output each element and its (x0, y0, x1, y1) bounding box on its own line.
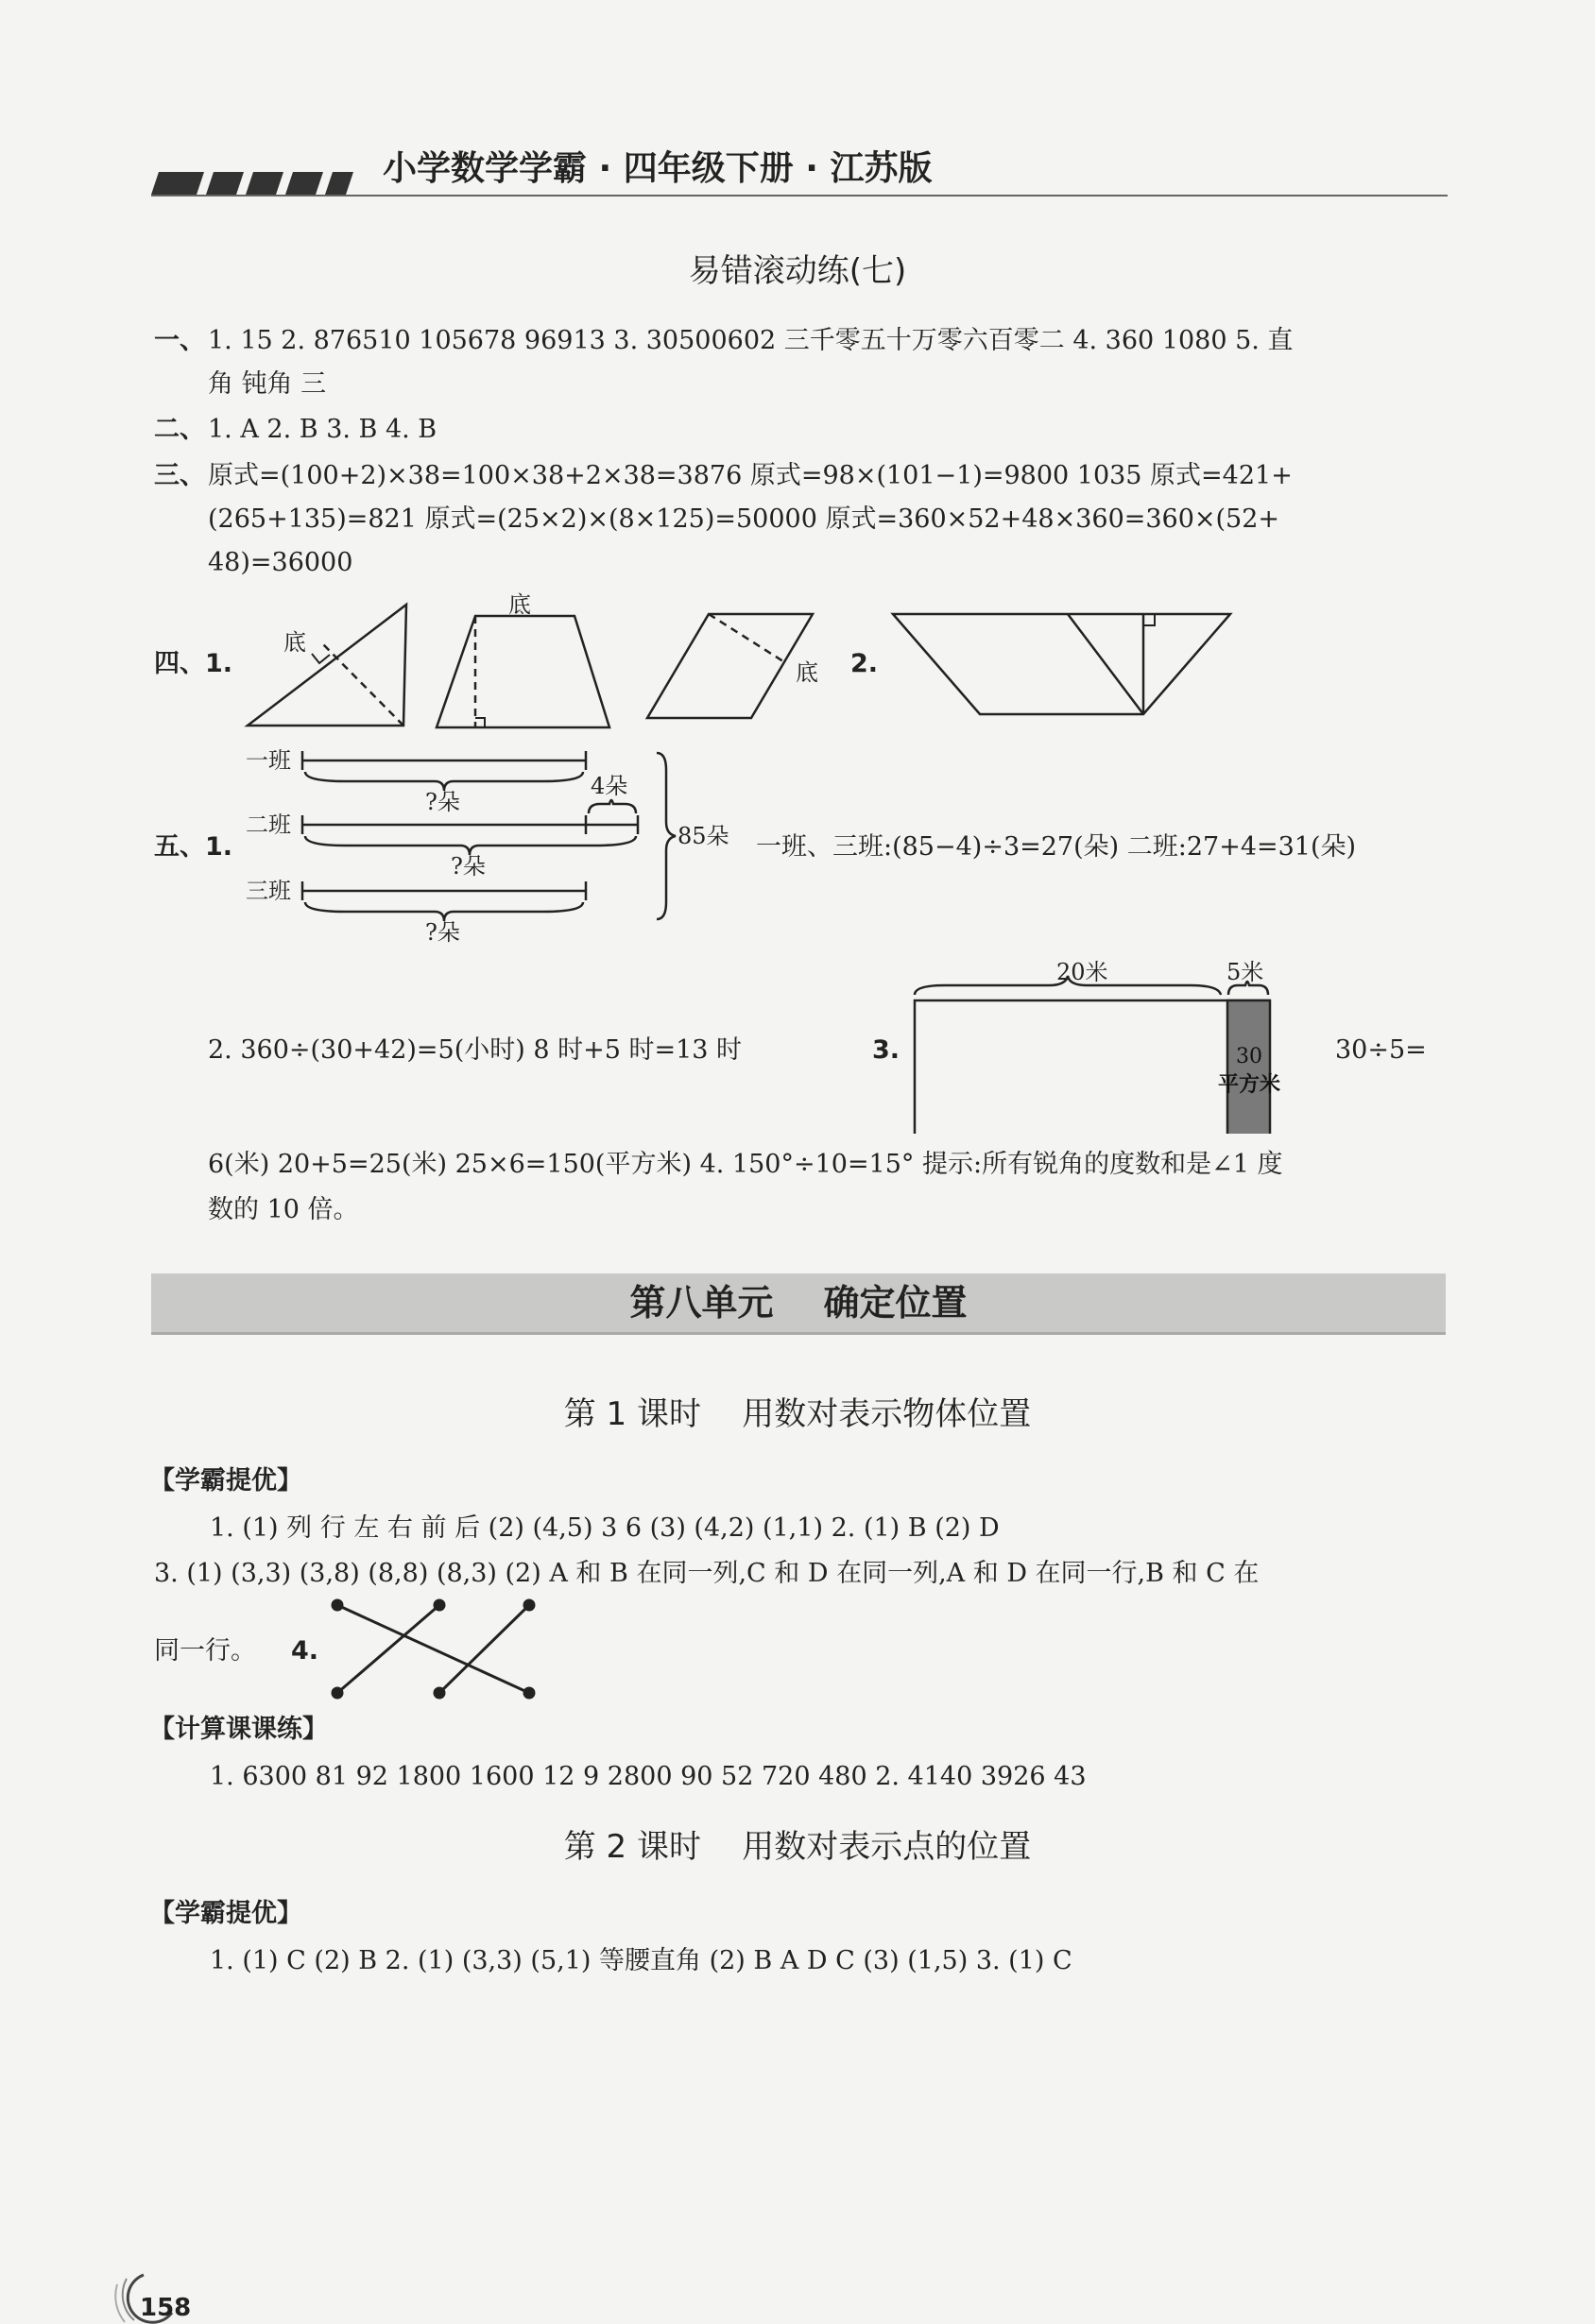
lesson1-line3b: 4. (291, 1636, 319, 1666)
q3-line2: (265+135)=821 原式=(25×2)×(8×125)=50000 原式=360×52+48×360=360×(52+ (208, 504, 1280, 534)
q5-line-b1: 6(米) 20+5=25(米) 25×6=150(平方米) 4. 150°÷10=15° 提示:所有锐角的度数和是∠1 度 (208, 1150, 1283, 1179)
q3-line3: 48)=36000 (208, 548, 353, 577)
q5-q2: 2. 360÷(30+42)=5(小时) 8 时+5 时=13 时 (208, 1035, 743, 1065)
label-class3: 三班 (246, 878, 291, 904)
q5-q3-tail: 30÷5= (1335, 1035, 1427, 1065)
triangle-shape (248, 605, 406, 726)
q5-q3-label: 3. (872, 1035, 900, 1065)
lesson1-tag-xueba: 【学霸提优】 (149, 1466, 302, 1495)
label-area-unit: 平方米 (1217, 1072, 1281, 1097)
q5-segment-diagram (241, 742, 761, 954)
label-class2: 二班 (246, 812, 291, 838)
q3-line1: 原式=(100+2)×38=100×38+2×38=3876 原式=98×(101−1)=9800 1035 原式=421+ (208, 461, 1293, 490)
q4-figures (236, 586, 1257, 737)
lesson1-line1: 1. (1) 列 行 左 右 前 后 (2) (4,5) 3 6 (3) (4,2) (1,1) 2. (1) B (2) D (210, 1513, 1000, 1543)
page-number: 158 (140, 2294, 192, 2322)
trapezoid-shape (437, 616, 609, 727)
label-unknown-2: ?朵 (451, 853, 486, 880)
q4-label: 四、1. (154, 649, 233, 678)
q5-answer: 一班、三班:(85−4)÷3=27(朵) 二班:27+4=31(朵) (756, 832, 1357, 862)
q5-label: 五、1. (154, 832, 233, 862)
label-di-2: 底 (508, 591, 531, 618)
lesson2-title: 第 2 课时 用数对表示点的位置 (563, 1828, 1032, 1866)
label-20m: 20米 (1056, 959, 1108, 985)
label-area-num: 30 (1236, 1045, 1262, 1068)
lesson1-matching-lines (326, 1592, 543, 1700)
label-5m: 5米 (1226, 959, 1264, 985)
lesson1-tag-calc: 【计算课课练】 (149, 1715, 328, 1744)
q2-label: 二、 (154, 415, 205, 444)
parallelogram-height (709, 614, 786, 663)
unit-title: 第八单元 确定位置 (629, 1282, 968, 1324)
q5-rectangle-figure (907, 959, 1313, 1134)
parallelogram-shape (647, 614, 815, 718)
q5-line-b2: 数的 10 倍。 (208, 1195, 359, 1224)
label-extra: 4朵 (591, 773, 628, 799)
q3-label: 三、 (154, 461, 205, 490)
lesson1-line3a: 同一行。 (154, 1636, 256, 1666)
lesson2-line1: 1. (1) C (2) B 2. (1) (3,3) (5,1) 等腰直角 (2) B A D C (3) (1,5) 3. (1) C (210, 1946, 1072, 1975)
lesson1-title: 第 1 课时 用数对表示物体位置 (563, 1395, 1032, 1433)
label-unknown-3: ?朵 (425, 919, 460, 946)
lesson2-tag-xueba: 【学霸提优】 (149, 1899, 302, 1928)
q2-text: 1. A 2. B 3. B 4. B (208, 415, 437, 444)
label-unknown-1: ?朵 (425, 789, 460, 815)
header-title: 小学数学学霸 · 四年级下册 · 江苏版 (383, 149, 933, 188)
q1-line2: 角 钝角 三 (208, 369, 327, 399)
label-di-1: 底 (283, 629, 306, 656)
label-di-3: 底 (796, 659, 818, 686)
header-decoration (151, 168, 359, 197)
triangle-height (323, 644, 403, 726)
section-review-title: 易错滚动练(七) (688, 252, 907, 290)
q1-label: 一、 (154, 326, 205, 355)
q1-line1: 1. 15 2. 876510 105678 96913 3. 30500602 三千零五十万零六百零二 4. 360 1080 5. 直 (208, 326, 1294, 355)
inverted-trapezoid-shape (893, 614, 1230, 714)
label-class1: 一班 (246, 747, 291, 774)
q4-part2-label: 2. (850, 649, 879, 678)
label-total: 85朵 (677, 823, 729, 849)
lesson1-line2: 3. (1) (3,3) (3,8) (8,8) (8,3) (2) A 和 B 在同一列,C 和 D 在同一列,A 和 D 在同一行,B 和 C 在 (154, 1559, 1260, 1588)
lesson1-calc: 1. 6300 81 92 1800 1600 12 9 2800 90 52 720 480 2. 4140 3926 43 (210, 1762, 1087, 1791)
header-rule (151, 195, 1448, 197)
